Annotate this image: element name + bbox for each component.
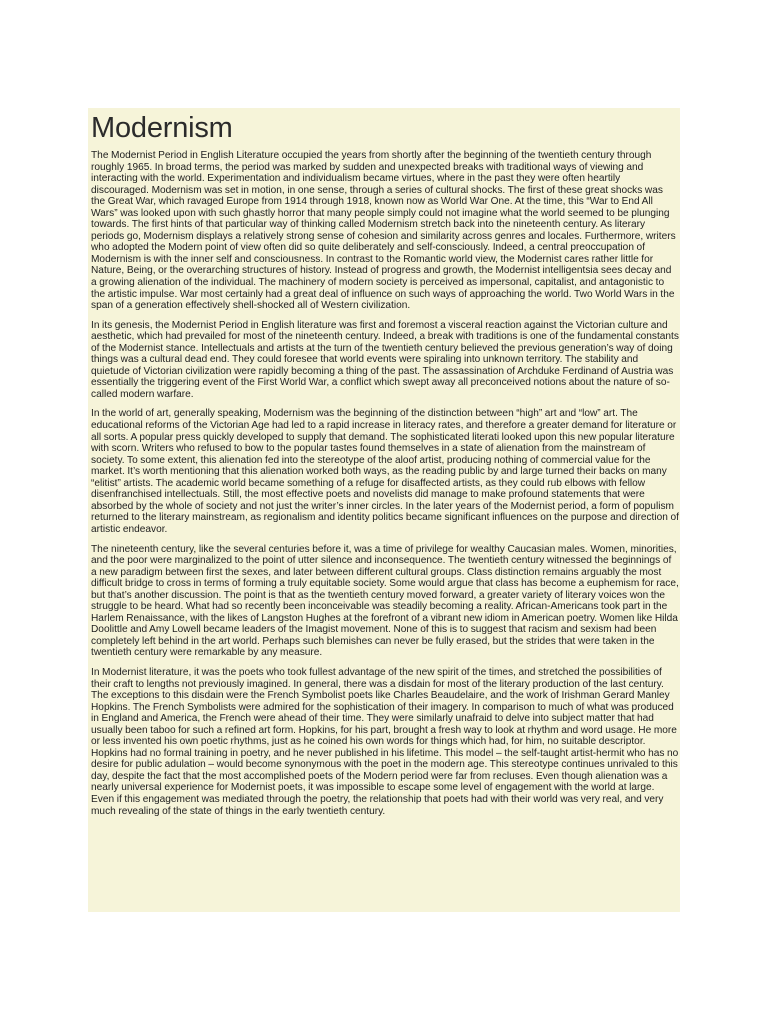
paragraph-5: In Modernist literature, it was the poets who took fullest advantage of the new spirit of the times, and stretched the possibilities of their craft to lengths not previously imagined. In general, there was a disdain for most of the literary production of the last century. The exceptions to this disdain were the French Symbolist poets like Charles Beaudelaire, and the work of Irishman Gerard Manley Hopkins. The French Symbolists were admired for the sophistication of their imagery. In comparison to much of what was produced in England and America, the French were ahead of their time. They were similarly unafraid to delve into subject matter that had usually been taboo for such a refined art form. Hopkins, for his part, brought a fresh way to look at rhythm and word usage. He more or less invented his own poetic rhythms, just as he coined his own words for things which had, for him, no suitable descriptor. Hopkins had no formal training in poetry, and he never published in his lifetime. This model – the self-taught artist-hermit who has no desire for public adulation – would become synonymous with the poet in the modern age. This stereotype continues unrivaled to this day, despite the fact that the most accomplished poets of the Modern period were far from recluses. Even though alienation was a nearly universal experience for Modernist poets, it was impossible to escape some level of engagement with the world at large. Even if this engagement was mediated through the poetry, the relationship that poets had with their world was very real, and very much revealing of the state of things in the early twentieth century. [91,666,679,817]
paragraph-4: The nineteenth century, like the several centuries before it, was a time of privilege for wealthy Caucasian males. Women, minorities, and the poor were marginalized to the point of utter silence and inconsequence. The twentieth century witnessed the beginnings of a new paradigm between first the sexes, and later between different cultural groups. Class distinction remains arguably the most difficult bridge to cross in terms of forming a truly equitable society. Some would argue that class has become a euphemism for race, but that’s another discussion. The point is that as the twentieth century moved forward, a greater variety of literary voices won the struggle to be heard. What had so recently been inconceivable was steadily becoming a reality. African-Americans took part in the Harlem Renaissance, with the likes of Langston Hughes at the forefront of a vibrant new idiom in American poetry. Women like Hilda Doolittle and Amy Lowell became leaders of the Imagist movement. None of this is to suggest that racism and sexism had been completely left behind in the art world. Perhaps such blemishes can never be fully erased, but the strides that were taken in the twentieth century were remarkable by any measure. [91,543,679,659]
document-title: Modernism [91,112,233,144]
paragraph-3: In the world of art, generally speaking, Modernism was the beginning of the distinction between “high” art and “low” art. The educational reforms of the Victorian Age had led to a rapid increase in literacy rates, and therefore a greater demand for literature or all sorts. A popular press quickly developed to supply that demand. The sophisticated literati looked upon this new popular literature with scorn. Writers who refused to bow to the popular tastes found themselves in a state of alienation from the mainstream of society. To some extent, this alienation fed into the stereotype of the aloof artist, producing nothing of commercial value for the market. It’s worth mentioning that this alienation worked both ways, as the reading public by and large turned their backs on many “elitist” artists. The academic world became something of a refuge for disaffected artists, as they could rub elbows with fellow disenfranchised intellectuals. Still, the most effective poets and novelists did manage to make profound statements that were absorbed by the whole of society and not just the writer’s inner circles. In the later years of the Modernist period, a form of populism returned to the literary mainstream, as regionalism and identity politics became significant influences on the purpose and direction of artistic endeavor. [91,408,679,535]
paragraph-1: The Modernist Period in English Literature occupied the years from shortly after the beginning of the twentieth century through roughly 1965. In broad terms, the period was marked by sudden and unexpected breaks with traditional ways of viewing and interacting with the world. Experimentation and individualism became virtues, where in the past they were often heartily discouraged. Modernism was set in motion, in one sense, through a series of cultural shocks. The first of these great shocks was the Great War, which ravaged Europe from 1914 through 1918, known now as World War One. At the time, this “War to End All Wars” was looked upon with such ghastly horror that many people simply could not imagine what the world seemed to be plunging towards. The first hints of that particular way of thinking called Modernism stretch back into the nineteenth century. As literary periods go, Modernism displays a relatively strong sense of cohesion and similarity across genres and locales. Furthermore, writers who adopted the Modern point of view often did so quite deliberately and self-consciously. Indeed, a central preoccupation of Modernism is with the inner self and consciousness. In contrast to the Romantic world view, the Modernist cares rather little for Nature, Being, or the overarching structures of history. Instead of progress and growth, the Modernist intelligentsia sees decay and a growing alienation of the individual. The machinery of modern society is perceived as impersonal, capitalist, and antagonistic to the artistic impulse. War most certainly had a great deal of influence on such ways of approaching the world. Two World Wars in the span of a generation effectively shell-shocked all of Western civilization. [91,150,676,312]
paragraph-2: In its genesis, the Modernist Period in English literature was first and foremost a visceral reaction against the Victorian culture and aesthetic, which had prevailed for most of the nineteenth century. Indeed, a break with traditions is one of the fundamental constants of the Modernist stance. Intellectuals and artists at the turn of the twentieth century believed the previous generation’s way of doing things was a cultural dead end. They could foresee that world events were spiraling into unknown territory. The stability and quietude of Victorian civilization were rapidly becoming a thing of the past. The assassination of Archduke Ferdinand of Austria was essentially the triggering event of the First World War, a conflict which swept away all preconceived notions about the nature of so-called modern warfare. [91,319,679,400]
document-page [88,108,680,912]
